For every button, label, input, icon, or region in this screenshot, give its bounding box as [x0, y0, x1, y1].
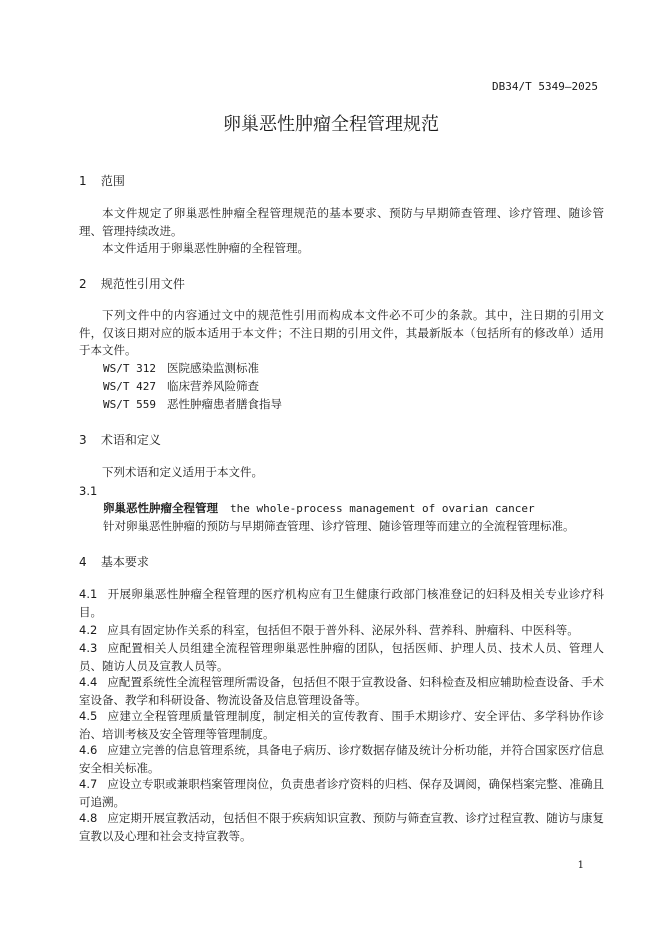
requirement-item: [79, 810, 604, 845]
requirement-text: 应建立全程管理质量管理制度，制定相关的宣传教育、围手术期诊疗、安全评估、多学科协作诊治、培训考核及安全管理等管理制度。: [79, 709, 604, 741]
requirement-item: [79, 708, 604, 743]
requirement-item: [79, 622, 604, 640]
refs-paragraph: 下列文件中的内容通过文中的规范性引用而构成本文件必不可少的条款。其中，注日期的引用文件，仅该日期对应的版本适用于本文件；不注日期的引用文件，其最新版本（包括所有的修改单）适用于本文件。: [79, 308, 604, 357]
term-entry: [103, 500, 535, 516]
scope-paragraph-2: 本文件适用于卵巢恶性肿瘤的全程管理。: [102, 241, 309, 255]
standard-code: DB34/T 5349—2025: [492, 80, 598, 93]
requirement-text: 应设立专职或兼职档案管理岗位，负责患者诊疗资料的归档、保存及调阅，确保档案完整、准确且可追溯。: [79, 777, 604, 809]
section-number: 4: [79, 555, 87, 569]
ref-item: [103, 378, 259, 394]
requirement-text: 应建立完善的信息管理系统，具备电子病历、诊疗数据存储及统计分析功能，并符合国家医疗信息安全相关标准。: [79, 743, 604, 775]
section-title: 范围: [100, 174, 125, 188]
requirement-item: [79, 776, 604, 811]
section-heading-terms: [79, 431, 161, 448]
requirement-item: [79, 674, 604, 709]
requirement-number: 4.7: [79, 777, 98, 791]
section-title: 基本要求: [100, 555, 149, 569]
ref-code: WS/T 312: [103, 362, 156, 375]
requirement-item: [79, 640, 604, 675]
section-number: 3: [79, 433, 87, 447]
section-title: 术语和定义: [100, 433, 161, 447]
requirement-number: 4.1: [79, 587, 98, 601]
term-chinese: 卵巢恶性肿瘤全程管理: [103, 501, 218, 515]
requirement-number: 4.5: [79, 709, 98, 723]
ref-code: WS/T 427: [103, 380, 156, 393]
requirement-text: 应配置相关人员组建全流程管理卵巢恶性肿瘤的团队，包括医师、护理人员、技术人员、管理人员、随访人员及宣教人员等。: [79, 641, 604, 673]
section-title: 规范性引用文件: [100, 277, 185, 291]
section-number: 1: [79, 174, 87, 188]
requirement-text: 应具有固定协作关系的科室，包括但不限于普外科、泌尿外科、营养科、肿瘤科、中医科等。: [107, 623, 579, 637]
ref-name: 恶性肿瘤患者膳食指导: [167, 397, 282, 411]
requirement-number: 4.4: [79, 675, 98, 689]
terms-paragraph: 下列术语和定义适用于本文件。: [102, 465, 263, 479]
requirement-text: 开展卵巢恶性肿瘤全程管理的医疗机构应有卫生健康行政部门核准登记的妇科及相关专业诊疗科目。: [79, 587, 604, 619]
term-number: 3.1: [79, 484, 98, 498]
ref-code: WS/T 559: [103, 398, 156, 411]
ref-name: 医院感染监测标准: [167, 361, 259, 375]
ref-item: [103, 396, 282, 412]
section-heading-basic: [79, 553, 149, 570]
term-english: the whole-process management of ovarian cancer: [230, 502, 535, 515]
requirement-text: 应配置系统性全流程管理所需设备，包括但不限于宣教设备、妇科检查及相应辅助检查设备、手术室设备、教学和科研设备、物流设备及信息管理设备等。: [79, 675, 604, 707]
requirement-text: 应定期开展宣教活动，包括但不限于疾病知识宣教、预防与筛查宣教、诊疗过程宣教、随访与康复宣教以及心理和社会支持宣教等。: [79, 811, 604, 843]
document-title: 卵巢恶性肿瘤全程管理规范: [223, 114, 439, 135]
section-number: 2: [79, 277, 87, 291]
requirement-number: 4.2: [79, 623, 98, 637]
requirement-number: 4.6: [79, 743, 98, 757]
section-heading-refs: [79, 275, 185, 292]
section-heading-scope: [79, 172, 125, 189]
term-definition: 针对卵巢恶性肿瘤的预防与早期筛查管理、诊疗管理、随诊管理等而建立的全流程管理标准。: [103, 519, 575, 533]
scope-paragraph-1: 本文件规定了卵巢恶性肿瘤全程管理规范的基本要求、预防与早期筛查管理、诊疗管理、随诊管理、管理持续改进。: [79, 206, 604, 238]
requirement-number: 4.3: [79, 641, 98, 655]
ref-name: 临床营养风险筛查: [167, 379, 259, 393]
page-number: 1: [577, 860, 584, 871]
requirement-item: [79, 742, 604, 777]
ref-item: [103, 360, 259, 376]
requirement-number: 4.8: [79, 811, 98, 825]
requirement-item: [79, 586, 604, 621]
